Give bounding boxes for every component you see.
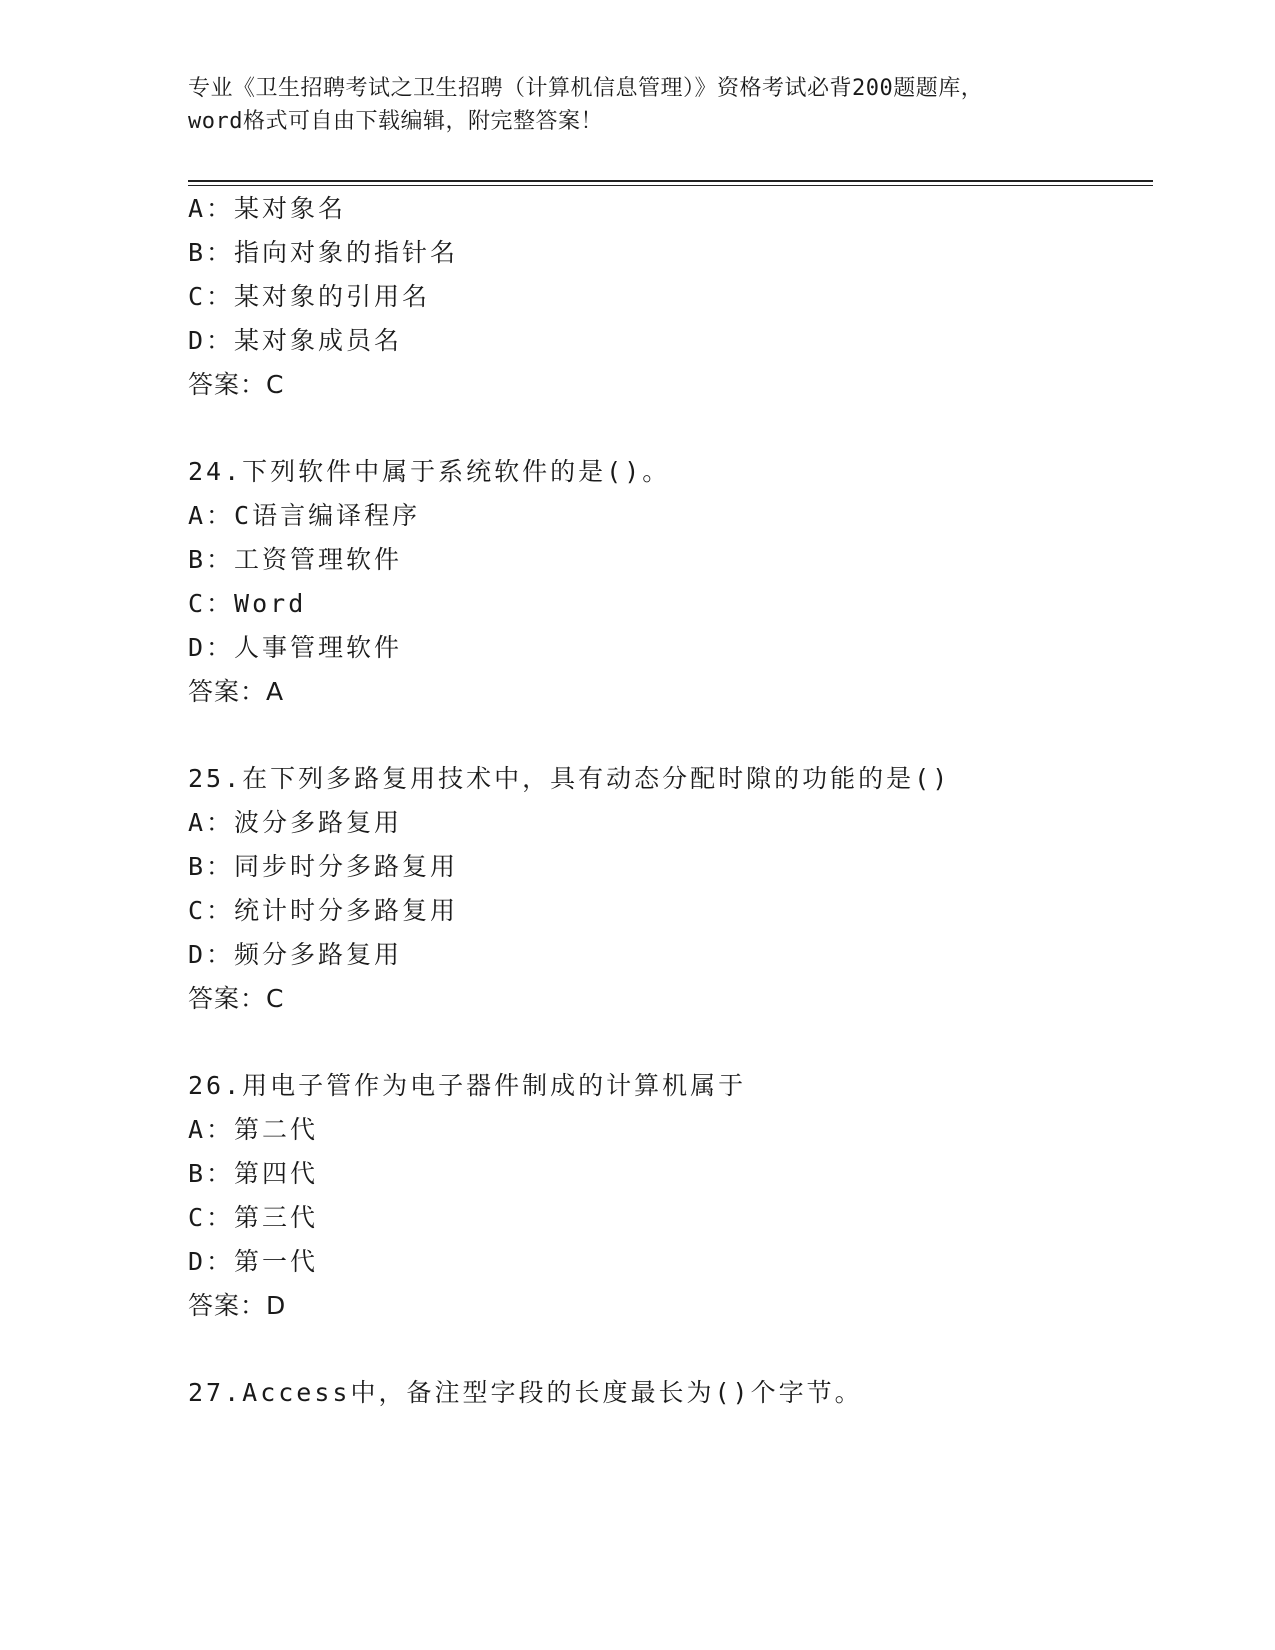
q26-option-c: C：第三代 <box>188 1203 319 1232</box>
header-divider <box>188 180 1153 182</box>
q23-option-b: B：指向对象的指针名 <box>188 238 459 267</box>
q24-question: 24.下列软件中属于系统软件的是()。 <box>188 457 671 486</box>
q25-option-a: A：波分多路复用 <box>188 808 403 837</box>
q23-option-a: A：某对象名 <box>188 194 347 223</box>
q25-question: 25.在下列多路复用技术中，具有动态分配时隙的功能的是() <box>188 764 951 793</box>
header-title-line-2: word格式可自由下载编辑，附完整答案！ <box>188 109 603 134</box>
q24-option-a: A：C语言编译程序 <box>188 501 421 530</box>
q24-option-d: D：人事管理软件 <box>188 633 403 662</box>
q26-option-d: D：第一代 <box>188 1247 319 1276</box>
q26-option-b: B：第四代 <box>188 1159 319 1188</box>
q27-question: 27.Access中，备注型字段的长度最长为()个字节。 <box>188 1378 863 1407</box>
q23-answer: 答案：C <box>188 370 285 399</box>
q24-option-b: B：工资管理软件 <box>188 545 403 574</box>
header-title-line-1: 专业《卫生招聘考试之卫生招聘（计算机信息管理）》资格考试必背200题题库， <box>188 76 984 101</box>
q23-option-d: D：某对象成员名 <box>188 326 403 355</box>
q25-option-b: B：同步时分多路复用 <box>188 852 459 881</box>
q25-option-c: C：统计时分多路复用 <box>188 896 459 925</box>
q25-answer: 答案：C <box>188 984 285 1013</box>
header-divider-thin <box>188 185 1153 186</box>
q24-answer: 答案：A <box>188 677 285 706</box>
q26-option-a: A：第二代 <box>188 1115 319 1144</box>
document-header <box>188 72 1088 138</box>
q23-option-c: C：某对象的引用名 <box>188 282 431 311</box>
q24-option-c: C：Word <box>188 589 307 618</box>
q26-question: 26.用电子管作为电子器件制成的计算机属于 <box>188 1071 747 1100</box>
q25-option-d: D：频分多路复用 <box>188 940 403 969</box>
q26-answer: 答案：D <box>188 1291 287 1320</box>
